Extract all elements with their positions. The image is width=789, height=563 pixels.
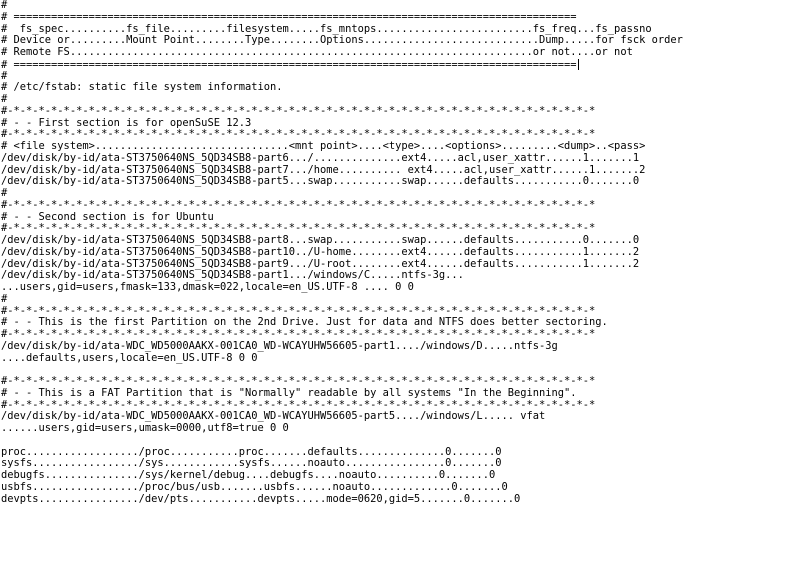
text-line (1, 435, 683, 447)
text-line: # fs_spec..........fs_file.........filesystem.....fs_mntops.........................fs_freq...fs_passno (1, 22, 652, 35)
text-line: devpts................/dev/pts...........devpts.....mode=0620,gid=5.......0.......0 (1, 492, 521, 505)
text-line: sysfs................./sys............sysfs......noauto................0.......0 (1, 457, 502, 470)
fstab-file-content[interactable] (1, 0, 683, 505)
text-line: # /etc/fstab: static file system information. (1, 81, 283, 94)
text-line: ......users,gid=users,umask=0000,utf8=true 0 0 (1, 422, 289, 434)
text-line: # - - This is a FAT Partition that is "Normally" readable by all systems "In the Beginning". (1, 386, 577, 399)
text-line: /dev/disk/by-id/ata-WDC_WD5000AAKX-001CA0_WD-WCAYUHW56605-part1..../windows/D.....ntfs-3g (1, 339, 558, 352)
text-line: proc................../proc...........proc.......defaults..............0.......0 (1, 445, 502, 458)
text-cursor (578, 59, 579, 70)
text-line: # - - This is the first Partition on the 2nd Drive. Just for data and NTFS does better sectoring. (1, 316, 608, 329)
text-line: # (1, 93, 8, 105)
text-line: # ========================================================================================== (1, 58, 577, 71)
text-line: # <file system>...............................<mnt point>....<type>....<options>.........<dump>..<pass> (1, 140, 646, 152)
text-line: #-*-*-*-*-*-*-*-*-*-*-*-*-*-*-*-*-*-*-*-*-*-*-*-*-*-*-*-*-*-*-*-*-*-*-*-*-*-*-*-*-*-*-*-*-*-*-* (1, 398, 596, 411)
text-line: ....defaults,users,locale=en_US.UTF-8 0 0 (1, 351, 258, 364)
text-line: usbfs................./proc/bus/usb.......usbfs......noauto.............0.......0 (1, 480, 508, 493)
text-line: # Device or.........Mount Point........Type........Options............................Dump.....for fsck order (1, 34, 683, 47)
text-line: debugfs.............../sys/kernel/debug....debugfs....noauto..........0.......0 (1, 469, 496, 481)
text-line: # Remote FS..........................................................................or not....or not (1, 46, 633, 58)
text-line: /dev/disk/by-id/ata-ST3750640NS_5QD34SB8-part1.../windows/C.....ntfs-3g... (1, 269, 464, 282)
text-line: #-*-*-*-*-*-*-*-*-*-*-*-*-*-*-*-*-*-*-*-*-*-*-*-*-*-*-*-*-*-*-*-*-*-*-*-*-*-*-*-*-*-*-*-*-*-*-* (1, 198, 596, 211)
text-line: # ========================================================================================== (1, 10, 577, 23)
text-line: # - - Second section is for Ubuntu (1, 210, 214, 223)
text-line: /dev/disk/by-id/ata-ST3750640NS_5QD34SB8-part9.../U-root........ext4......defaults...........1.......2 (1, 257, 640, 270)
text-line: /dev/disk/by-id/ata-WDC_WD5000AAKX-001CA0_WD-WCAYUHW56605-part5..../windows/L..... vfat (1, 410, 546, 423)
text-line: # (1, 69, 8, 82)
text-line: /dev/disk/by-id/ata-ST3750640NS_5QD34SB8-part7.../home.......... ext4.....acl,user_xattr......1.......2 (1, 163, 646, 176)
text-line: #-*-*-*-*-*-*-*-*-*-*-*-*-*-*-*-*-*-*-*-*-*-*-*-*-*-*-*-*-*-*-*-*-*-*-*-*-*-*-*-*-*-*-*-*-*-*-* (1, 128, 596, 141)
text-line: # (1, 0, 8, 11)
text-line: #-*-*-*-*-*-*-*-*-*-*-*-*-*-*-*-*-*-*-*-*-*-*-*-*-*-*-*-*-*-*-*-*-*-*-*-*-*-*-*-*-*-*-*-*-*-*-* (1, 104, 596, 117)
text-line: /dev/disk/by-id/ata-ST3750640NS_5QD34SB8-part10../U-home........ext4......defaults...........1.......2 (1, 245, 640, 258)
text-line: # (1, 187, 8, 199)
text-line: #-*-*-*-*-*-*-*-*-*-*-*-*-*-*-*-*-*-*-*-*-*-*-*-*-*-*-*-*-*-*-*-*-*-*-*-*-*-*-*-*-*-*-*-*-*-*-* (1, 375, 596, 387)
text-line: #-*-*-*-*-*-*-*-*-*-*-*-*-*-*-*-*-*-*-*-*-*-*-*-*-*-*-*-*-*-*-*-*-*-*-*-*-*-*-*-*-*-*-*-*-*-*-* (1, 222, 596, 235)
text-line: # (1, 292, 8, 305)
text-line: /dev/disk/by-id/ata-ST3750640NS_5QD34SB8-part5...swap...........swap......defaults...........0.......0 (1, 175, 640, 188)
text-line: /dev/disk/by-id/ata-ST3750640NS_5QD34SB8-part6.../..............ext4.....acl,user_xattr......1.......1 (1, 151, 640, 164)
text-line: /dev/disk/by-id/ata-ST3750640NS_5QD34SB8-part8...swap...........swap......defaults...........0.......0 (1, 234, 640, 246)
text-line: #-*-*-*-*-*-*-*-*-*-*-*-*-*-*-*-*-*-*-*-*-*-*-*-*-*-*-*-*-*-*-*-*-*-*-*-*-*-*-*-*-*-*-*-*-*-*-* (1, 328, 596, 340)
text-line: #-*-*-*-*-*-*-*-*-*-*-*-*-*-*-*-*-*-*-*-*-*-*-*-*-*-*-*-*-*-*-*-*-*-*-*-*-*-*-*-*-*-*-*-*-*-*-* (1, 304, 596, 317)
text-line: # - - First section is for openSuSE 12.3 (1, 116, 252, 129)
text-line: ...users,gid=users,fmask=133,dmask=022,locale=en_US.UTF-8 .... 0 0 (1, 281, 414, 293)
